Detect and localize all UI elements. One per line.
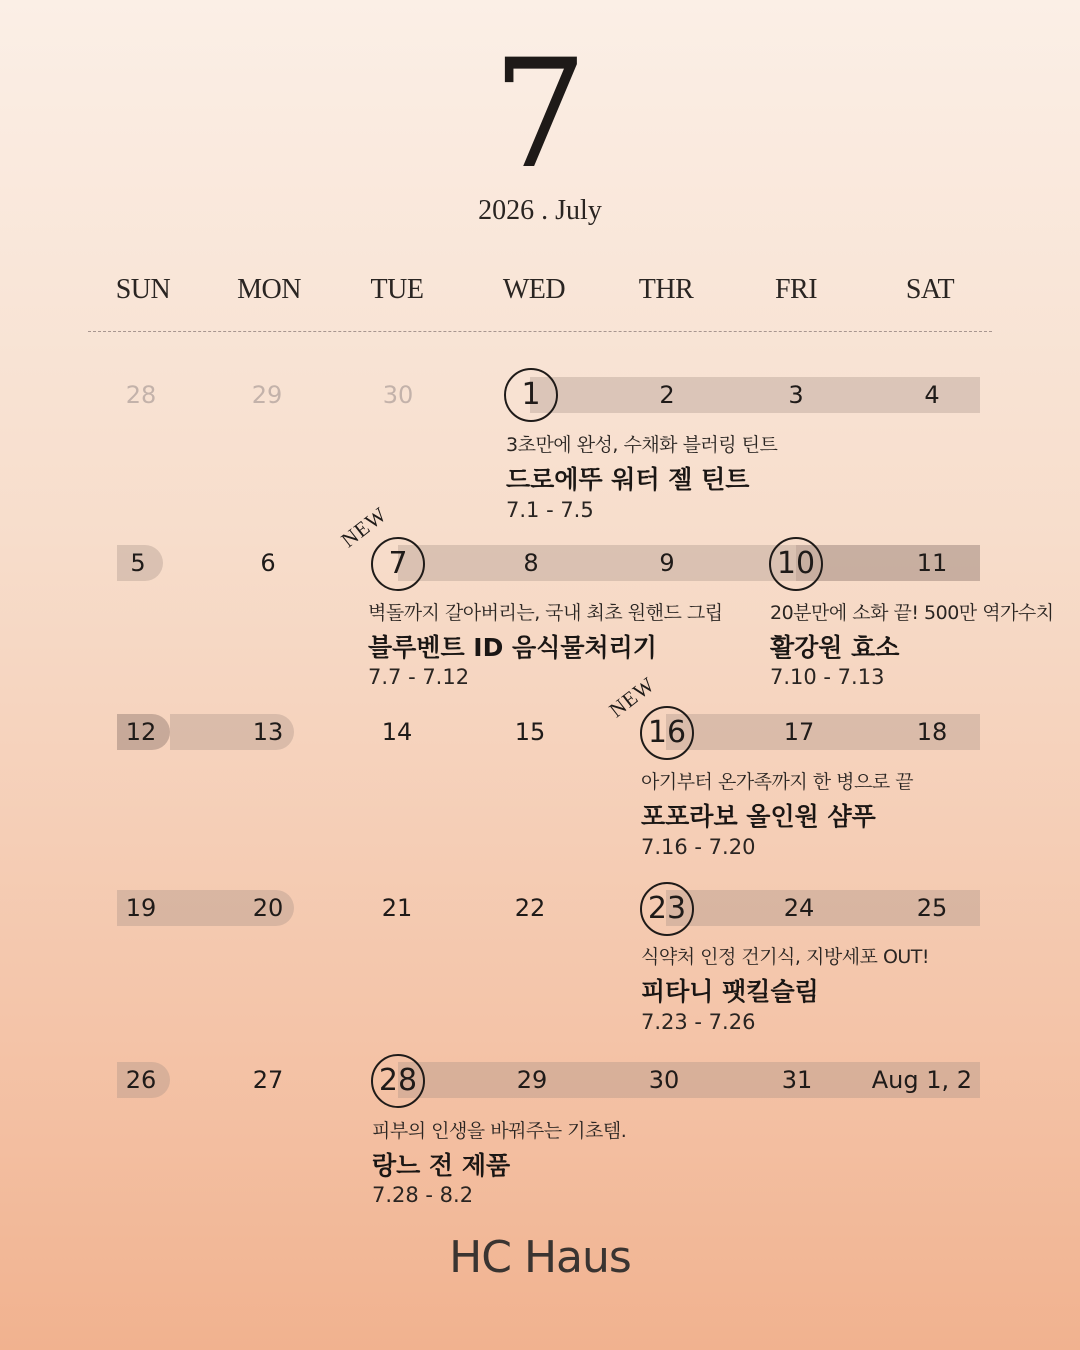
day-cell: 5 <box>130 549 146 577</box>
weekday-tue: TUE <box>370 274 424 305</box>
month-label: 2026 . July <box>478 195 602 226</box>
weekday-thr: THR <box>638 274 694 305</box>
event-tagline: 피부의 인생을 바꿔주는 기초템. <box>372 1120 627 1142</box>
day-cell: 18 <box>916 718 948 746</box>
day-cell: 22 <box>514 894 546 922</box>
weekday-wed: WED <box>502 274 566 305</box>
event-title: 블루벤트 ID 음식물처리기 <box>368 633 657 662</box>
event-title: 랑느 전 제품 <box>372 1151 511 1180</box>
event-dates: 7.10 - 7.13 <box>770 665 885 689</box>
event-title: 포포라보 올인원 샴푸 <box>641 802 876 831</box>
event-start-circle: 1 <box>504 368 558 422</box>
event-tagline: 아기부터 온가족까지 한 병으로 끝 <box>641 771 914 793</box>
event-dates: 7.1 - 7.5 <box>506 498 594 522</box>
day-cell: 13 <box>252 718 284 746</box>
day-cell: 19 <box>125 894 157 922</box>
day-cell: 29 <box>516 1066 548 1094</box>
day-cell: 28 <box>125 381 157 409</box>
event-title: 활강원 효소 <box>770 633 900 662</box>
weekday-fri: FRI <box>774 274 818 305</box>
event-start-circle: 23 <box>640 882 694 936</box>
day-cell: 26 <box>125 1066 157 1094</box>
weekday-sat: SAT <box>905 274 955 305</box>
day-cell: 29 <box>251 381 283 409</box>
event-dates: 7.7 - 7.12 <box>368 665 470 689</box>
day-cell: 17 <box>783 718 815 746</box>
header-divider <box>88 331 992 332</box>
new-badge: NEW <box>336 502 392 553</box>
day-cell: 24 <box>783 894 815 922</box>
event-start-circle: 10 <box>769 537 823 591</box>
event-title: 피타니 팻킬슬림 <box>641 977 819 1006</box>
day-cell: 31 <box>781 1066 813 1094</box>
day-cell: 4 <box>924 381 940 409</box>
day-cell: 30 <box>648 1066 680 1094</box>
event-start-circle: 16 <box>640 706 694 760</box>
event-dates: 7.16 - 7.20 <box>641 835 756 859</box>
day-cell: 6 <box>260 549 276 577</box>
day-cell: 9 <box>659 549 675 577</box>
brand-logo: HC Haus <box>449 1232 631 1283</box>
day-cell: 12 <box>125 718 157 746</box>
event-start-circle: 28 <box>371 1054 425 1108</box>
event-dates: 7.23 - 7.26 <box>641 1010 756 1034</box>
day-cell: Aug 1, 2 <box>871 1066 972 1094</box>
event-tagline: 20분만에 소화 끝! 500만 역가수치 <box>770 602 1054 624</box>
day-cell: 30 <box>382 381 414 409</box>
event-tagline: 벽돌까지 갈아버리는, 국내 최초 원핸드 그립 <box>368 602 723 624</box>
day-cell: 27 <box>252 1066 284 1094</box>
event-start-circle: 7 <box>371 537 425 591</box>
month-number: 7 <box>492 28 588 202</box>
day-cell: 8 <box>523 549 539 577</box>
weekday-sun: SUN <box>115 274 171 305</box>
event-tagline: 식약처 인정 건기식, 지방세포 OUT! <box>641 946 930 968</box>
new-badge: NEW <box>604 672 660 723</box>
day-cell: 11 <box>916 549 948 577</box>
event-title: 드로에뚜 워터 젤 틴트 <box>506 465 750 494</box>
event-bar <box>398 545 796 581</box>
day-cell: 2 <box>659 381 675 409</box>
event-tagline: 3초만에 완성, 수채화 블러링 틴트 <box>506 434 778 456</box>
day-cell: 3 <box>788 381 804 409</box>
day-cell: 15 <box>514 718 546 746</box>
day-cell: 14 <box>381 718 413 746</box>
event-dates: 7.28 - 8.2 <box>372 1183 474 1207</box>
day-cell: 25 <box>916 894 948 922</box>
day-cell: 21 <box>381 894 413 922</box>
weekday-mon: MON <box>237 274 301 305</box>
day-cell: 20 <box>252 894 284 922</box>
